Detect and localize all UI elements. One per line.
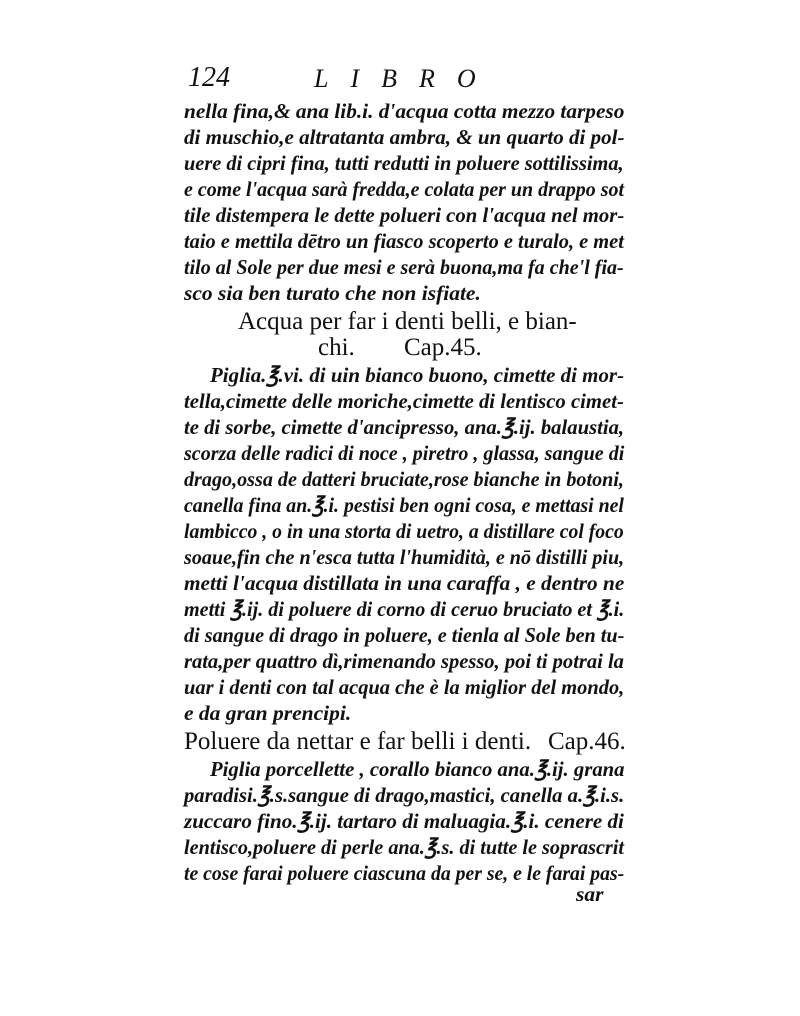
text-line: scorza delle radici di noce , piretro , glassa, sangue di	[184, 441, 625, 465]
text-line: drago,ossa de datteri bruciate,rose bianche in botoni,	[184, 467, 624, 491]
text-line: metti l'acqua distillata in una caraffa , e dentro ne	[184, 571, 625, 595]
page-number: 124	[188, 62, 230, 93]
text-line: tella,cimette delle moriche,cimette di lentisco cimet-	[184, 389, 624, 413]
text-line: uar i denti con tal acqua che è la miglior del mondo,	[184, 675, 625, 699]
text-line: lambicco , o in una storta di uetro, a distillare col foco	[184, 519, 624, 543]
catchword: sar	[576, 882, 604, 906]
text-line: zuccaro fino.℥.ij. tartaro di maluagia.℥.i. cenere di	[184, 809, 624, 833]
text-line: lentisco,poluere di perle ana.℥.s. di tutte le soprascrit	[184, 835, 625, 859]
chapter-title-line: chi.	[318, 334, 355, 361]
text-line: metti ℥.ij. di poluere di corno di ceruo bruciato et ℥.i.	[184, 597, 625, 621]
text-line: tilo al Sole per due mesi e serà buona,ma fa che'l fia-	[184, 255, 624, 279]
text-line: e da gran prencipi.	[184, 701, 352, 725]
text-line: e come l'acqua sarà fredda,e colata per un drappo sot	[184, 177, 625, 201]
text-line: Piglia.℥.vi. di uin bianco buono, cimette di mor-	[210, 363, 625, 387]
text-line: rata,per quattro dì,rimenando spesso, poi ti potrai la	[184, 649, 624, 673]
text-line: di sangue di drago in poluere, e tienla al Sole ben tu-	[184, 623, 625, 647]
text-line: taio e mettila dētro un fiasco scoperto e turalo, e met	[184, 229, 624, 253]
text-line: tile distempera le dette polueri con l'acqua nel mor-	[184, 203, 625, 227]
text-line: di muschio,e altratanta ambra, & un quarto di pol-	[184, 125, 625, 149]
chapter-number: Cap.45.	[404, 334, 482, 361]
text-line: soaue,fin che n'esca tutta l'humidità, e nō distilli piu,	[184, 545, 625, 569]
running-header	[188, 62, 628, 102]
chapter-title: Poluere da nettar e far belli i denti.	[184, 728, 532, 755]
text-line: te di sorbe, cimette d'ancipresso, ana.℥.ij. balaustia,	[184, 415, 625, 439]
chapter-title-line: Acqua per far i denti belli, e bian-	[238, 308, 577, 335]
text-line: te cose farai poluere ciascuna da per se, e le farai pas-	[184, 861, 625, 885]
text-line: nella fina,& ana lib.i. d'acqua cotta mezzo tarpeso	[184, 99, 625, 123]
chapter-number: Cap.46.	[548, 728, 626, 755]
text-line: sco sia ben turato che non isfiate.	[184, 281, 481, 305]
book-title: LIBRO	[314, 64, 498, 93]
text-line: uere di cipri fina, tutti redutti in poluere sottilissima,	[184, 151, 624, 175]
text-line: canella fina an.℥.i. pestisi ben ogni cosa, e mettasi nel	[184, 493, 624, 517]
text-line: paradisi.℥.s.sangue di drago,mastici, canella a.℥.i.s.	[184, 783, 625, 807]
text-line: Piglia porcellette , corallo bianco ana.℥.ij. grana	[210, 757, 625, 781]
